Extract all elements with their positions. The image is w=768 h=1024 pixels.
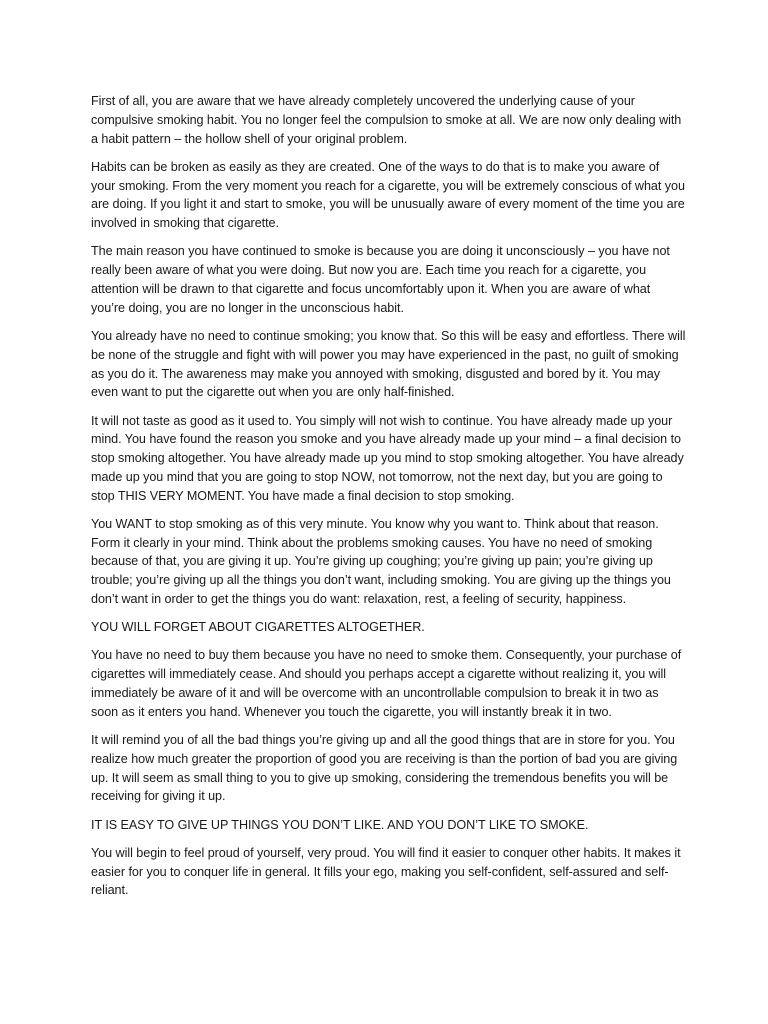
paragraph-1: First of all, you are aware that we have already completely uncovered the underlying cause of your compulsive smoking habit. You no longer feel the compulsion to smoke at all. We are now only dealing with a habit pattern – the hollow shell of your original problem. <box>91 94 682 146</box>
paragraph-3: The main reason you have continued to smoke is because you are doing it unconsciously – you have not really been aware of what you were doing. But now you are. Each time you reach for a cigarette, you attention will be drawn to that cigarette and focus uncomfortably upon it. When you are aware of what you’re doing, you are no longer in the unconscious habit. <box>91 244 670 315</box>
paragraph-8: You have no need to buy them because you have no need to smoke them. Consequently, your purchase of cigarettes will immediately cease. And should you perhaps accept a cigarette without realizing it, you will immediately be aware of it and will be overcome with an uncontrollable compulsion to break it in two as soon as it enters you hand. Whenever you touch the cigarette, you will instantly break it in two. <box>91 648 682 719</box>
paragraph-5: It will not taste as good as it used to. You simply will not wish to continue. You have already made up your mind. You have found the reason you smoke and you have already made up your mind – a final decision to stop smoking altogether. You have already made up you mind to stop smoking altogether. You have already made up you mind that you are going to stop NOW, not tomorrow, not the next day, but you are going to stop THIS VERY MOMENT. You have made a final decision to stop smoking. <box>91 413 684 503</box>
paragraph-2: Habits can be broken as easily as they are created. One of the ways to do that is to make you aware of your smoking. From the very moment you reach for a cigarette, you will be extremely conscious of what you are doing. If you light it and start to smoke, you will be unusually aware of every moment of the time you are involved in smoking that cigarette. <box>91 159 685 231</box>
paragraph-7-heading: YOU WILL FORGET ABOUT CIGARETTES ALTOGETHER. <box>91 620 425 635</box>
paragraph-10-heading: IT IS EASY TO GIVE UP THINGS YOU DON’T LIKE. AND YOU DON’T LIKE TO SMOKE. <box>91 817 589 832</box>
paragraph-11: You will begin to feel proud of yourself, very proud. You will find it easier to conquer other habits. It makes it easier for you to conquer life in general. It fills your ego, making you self-confident, self-assured and self-reliant. <box>91 845 681 898</box>
paragraph-9: It will remind you of all the bad things you’re giving up and all the good things that are in store for you. You realize how much greater the proportion of good you are receiving is than the portion of bad you are giving up. It will seem as small thing to you to give up smoking, considering the tremendous benefits you will be receiving for giving it up. <box>91 733 678 804</box>
document-body <box>91 92 686 910</box>
paragraph-6: You WANT to stop smoking as of this very minute. You know why you want to. Think about that reason. Form it clearly in your mind. Think about the problems smoking causes. You have no need of smoking because of that, you are giving it up. You’re giving up coughing; you’re giving up pain; you’re giving up trouble; you’re giving up all the things you don’t want, including smoking. You are giving up the things you don’t want in order to get the things you do want: relaxation, rest, a feeling of security, happiness. <box>91 516 671 607</box>
paragraph-4: You already have no need to continue smoking; you know that. So this will be easy and effortless. There will be none of the struggle and fight with will power you may have experienced in the past, no guilt of smoking as you do it. The awareness may make you annoyed with smoking, disgusted and bored by it. You may even want to put the cigarette out when you are only half-finished. <box>91 328 686 400</box>
